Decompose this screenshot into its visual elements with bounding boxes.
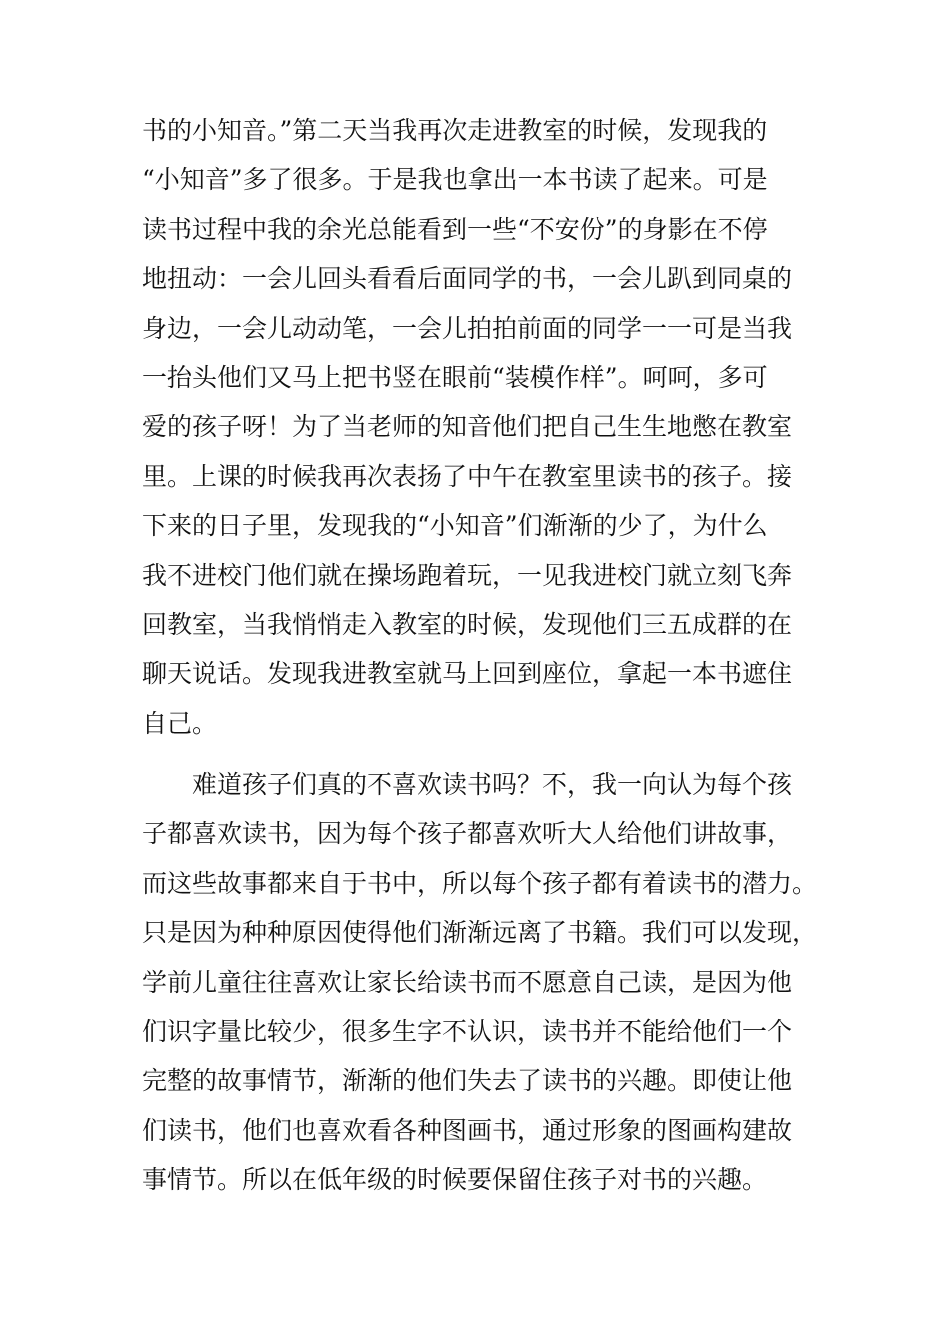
paragraph-line: 读书过程中我的余光总能看到一些“不安份”的身影在不停 (142, 214, 768, 244)
paragraph-line: 下来的日子里，发现我的“小知音”们渐渐的少了，为什么 (142, 511, 768, 541)
paragraph-line: 们读书，他们也喜欢看各种图画书，通过形象的图画构建故 (142, 1115, 793, 1145)
paragraph-line: 学前儿童往往喜欢让家长给读书而不愿意自己读，是因为他 (142, 967, 793, 997)
paragraph-line: 只是因为种种原因使得他们渐渐远离了书籍。我们可以发现， (142, 918, 818, 948)
body-text (142, 106, 842, 1205)
paragraph-2 (142, 760, 842, 1205)
paragraph-line: 爱的孩子呀！为了当老师的知音他们把自己生生地憋在教室 (142, 412, 793, 442)
paragraph-1 (142, 106, 842, 748)
paragraph-spacer (142, 748, 842, 760)
paragraph-line: 自己。 (142, 708, 218, 738)
paragraph-line: 聊天说话。发现我进教室就马上回到座位，拿起一本书遮住 (142, 659, 793, 689)
paragraph-line: “小知音”多了很多。于是我也拿出一本书读了起来。可是 (142, 165, 768, 195)
paragraph-line: 里。上课的时候我再次表扬了中午在教室里读书的孩子。接 (142, 461, 793, 491)
paragraph-line: 们识字量比较少，很多生字不认识，读书并不能给他们一个 (142, 1017, 793, 1047)
paragraph-line: 完整的故事情节，渐渐的他们失去了读书的兴趣。即使让他 (142, 1066, 793, 1096)
paragraph-line: 身边，一会儿动动笔，一会儿拍拍前面的同学一一可是当我 (142, 313, 793, 343)
paragraph-line: 我不进校门他们就在操场跑着玩，一见我进校门就立刻飞奔 (142, 560, 793, 590)
paragraph-line: 书的小知音。”第二天当我再次走进教室的时候，发现我的 (142, 116, 768, 145)
paragraph-first-line: 难道孩子们真的不喜欢读书吗？不，我一向认为每个孩 (192, 770, 793, 800)
paragraph-line: 地扭动：一会儿回头看看后面同学的书，一会儿趴到同桌的 (142, 264, 793, 294)
paragraph-line: 子都喜欢读书，因为每个孩子都喜欢听大人给他们讲故事， (142, 819, 793, 849)
paragraph-line: 回教室，当我悄悄走入教室的时候，发现他们三五成群的在 (142, 609, 793, 639)
paragraph-line: 而这些故事都来自于书中，所以每个孩子都有着读书的潜力。 (142, 868, 818, 898)
paragraph-line: 事情节。所以在低年级的时候要保留住孩子对书的兴趣。 (142, 1165, 768, 1195)
paragraph-line: 一抬头他们又马上把书竖在眼前“装模作样”。呵呵，多可 (142, 362, 768, 392)
